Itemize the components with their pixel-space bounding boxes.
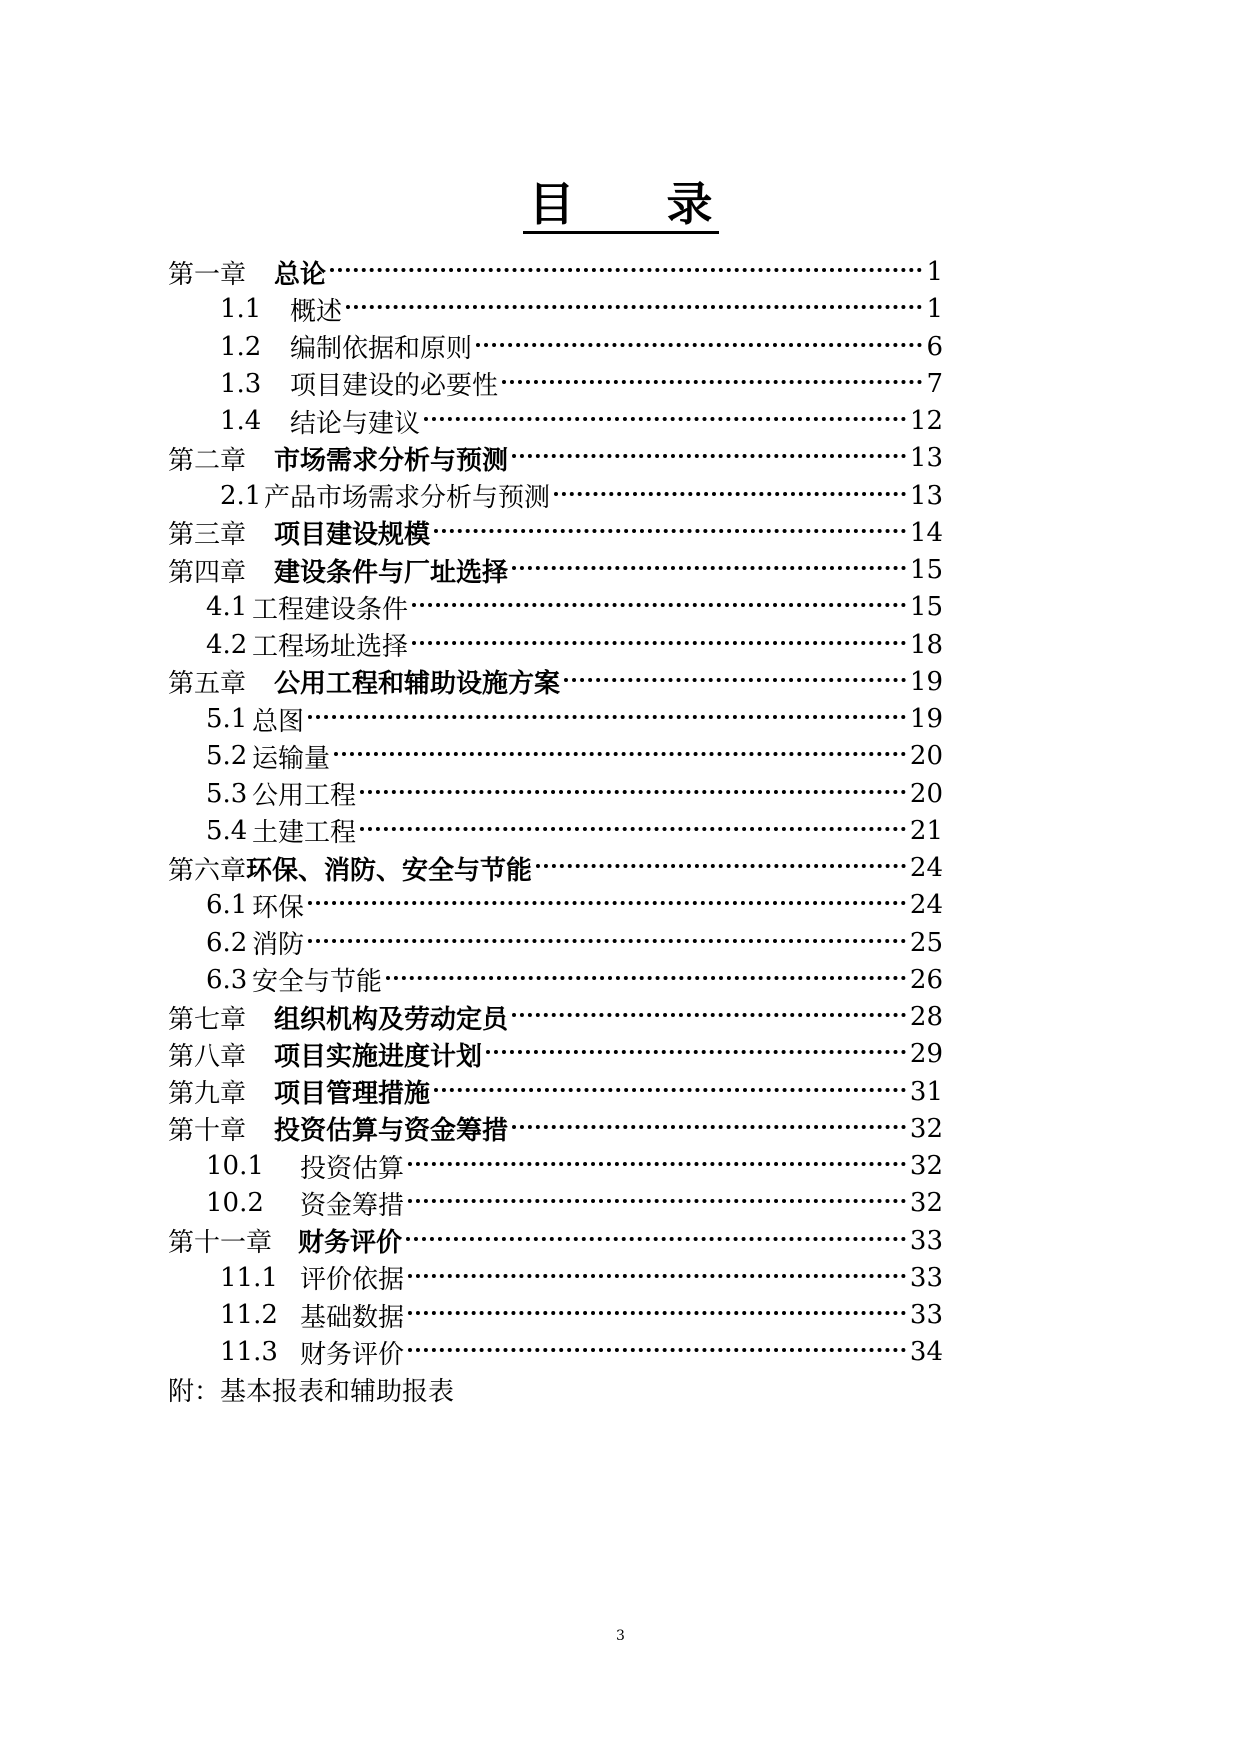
dot-leader xyxy=(408,1162,906,1166)
toc-entry-page: 24 xyxy=(909,853,943,883)
toc-entry xyxy=(206,885,943,925)
toc-entry-page: 12 xyxy=(909,406,943,436)
toc-entry xyxy=(168,1072,943,1112)
toc-entry-title: 基础数据 xyxy=(300,1302,405,1333)
dot-leader xyxy=(476,343,922,347)
appendix-text: 附：基本报表和辅助报表 xyxy=(168,1376,455,1407)
toc-entry-page: 29 xyxy=(909,1039,943,1070)
toc-title xyxy=(0,178,1241,234)
toc-entry-page: 20 xyxy=(909,778,943,809)
toc-entry-page: 15 xyxy=(909,555,943,585)
toc-entry-title: 运输量 xyxy=(252,743,331,774)
dot-leader xyxy=(408,1274,906,1278)
toc-entry-title: 财务评价 xyxy=(298,1228,403,1258)
toc-entry-title: 总图 xyxy=(252,706,305,737)
toc-entry-number: 第三章 xyxy=(168,520,247,551)
toc-entry-title: 建设条件与厂址选择 xyxy=(274,557,509,588)
toc-entry xyxy=(206,587,943,627)
dot-leader xyxy=(386,976,906,980)
dot-leader xyxy=(408,1199,906,1203)
toc-entry-page: 14 xyxy=(909,517,943,548)
toc-entry xyxy=(168,513,943,553)
toc-entry-page: 33 xyxy=(909,1262,943,1293)
dot-leader xyxy=(502,380,922,384)
toc-entry xyxy=(206,1183,943,1223)
toc-entry-number: 第七章 xyxy=(168,1004,247,1035)
toc-entry xyxy=(206,811,943,851)
toc-entry-page: 20 xyxy=(909,741,943,772)
toc-entry-page: 34 xyxy=(909,1337,943,1368)
toc-entry-number: 5.1 xyxy=(206,704,248,734)
dot-leader xyxy=(408,1311,906,1315)
toc-entry-number: 第五章 xyxy=(168,669,247,700)
dot-leader xyxy=(486,1050,906,1054)
dot-leader xyxy=(424,417,906,421)
toc-entry-number: 1.3 xyxy=(220,368,262,399)
toc-entry xyxy=(206,1146,943,1186)
toc-entry-number: 第九章 xyxy=(168,1079,247,1109)
dot-leader xyxy=(512,566,906,570)
toc-entry-page: 7 xyxy=(926,368,943,399)
toc-entry-page: 25 xyxy=(909,927,943,958)
dot-leader xyxy=(412,641,906,645)
toc-entry xyxy=(168,252,943,292)
toc-entry-number: 5.4 xyxy=(206,815,248,846)
toc-entry-title: 总论 xyxy=(274,259,327,290)
toc-entry-number: 1.2 xyxy=(220,331,262,362)
toc-entry-page: 18 xyxy=(909,629,943,660)
toc-entry-title: 工程场址选择 xyxy=(252,632,409,662)
toc-entry-title: 土建工程 xyxy=(252,818,357,849)
toc-entry xyxy=(206,625,943,665)
dot-leader xyxy=(554,492,906,496)
toc-entry-number: 6.2 xyxy=(206,927,248,958)
toc-entry-title: 消防 xyxy=(252,930,305,960)
toc-entry xyxy=(206,923,943,963)
toc-entry xyxy=(220,364,943,404)
toc-entry xyxy=(206,960,943,1000)
toc-entry-page: 31 xyxy=(909,1076,943,1107)
toc-entry-title: 环保、消防、安全与节能 xyxy=(246,855,533,886)
dot-leader xyxy=(330,268,922,272)
toc-entry-number: 第十章 xyxy=(168,1116,247,1147)
toc-entry xyxy=(168,1109,943,1149)
toc-entry-page: 32 xyxy=(909,1113,943,1144)
toc-entry-title: 投资估算与资金筹措 xyxy=(274,1116,509,1147)
toc-entry-page: 13 xyxy=(909,443,943,474)
toc-entry xyxy=(168,550,943,590)
dot-leader xyxy=(512,1125,906,1129)
toc-entry xyxy=(220,289,943,329)
toc-entry-title: 结论与建议 xyxy=(290,408,421,439)
toc-entry xyxy=(168,997,943,1037)
toc-entry-title: 资金筹措 xyxy=(300,1190,405,1221)
dot-leader xyxy=(434,529,906,533)
toc-entry xyxy=(220,1332,943,1372)
toc-entry-page: 33 xyxy=(909,1300,943,1330)
dot-leader xyxy=(308,939,906,943)
toc-entry-title: 评价依据 xyxy=(300,1265,405,1296)
toc-entry-title: 环保 xyxy=(252,892,305,923)
toc-entry xyxy=(220,1295,943,1335)
page-number: 3 xyxy=(616,1628,625,1644)
toc-entry-page: 19 xyxy=(909,666,943,697)
toc-entry-title: 公用工程和辅助设施方案 xyxy=(274,669,561,700)
dot-leader xyxy=(360,827,906,831)
toc-entry-page: 24 xyxy=(909,890,943,921)
toc-entry xyxy=(220,327,943,367)
dot-leader xyxy=(308,715,906,719)
toc-entry-number: 第一章 xyxy=(168,259,247,290)
toc-entry-number: 11.1 xyxy=(220,1262,278,1293)
appendix-line xyxy=(168,1369,454,1409)
toc-entry-title: 安全与节能 xyxy=(252,967,383,998)
toc-entry-page: 28 xyxy=(909,1002,943,1032)
toc-entry-page: 1 xyxy=(926,294,943,325)
dot-leader xyxy=(512,1013,906,1017)
dot-leader xyxy=(308,901,906,905)
toc-entry-page: 26 xyxy=(909,964,943,995)
toc-entry-title: 财务评价 xyxy=(300,1339,405,1370)
toc-entry-title: 产品市场需求分析与预测 xyxy=(264,483,551,513)
toc-entry-number: 4.1 xyxy=(206,592,248,623)
dot-leader xyxy=(360,790,906,794)
toc-entry-number: 2.1 xyxy=(220,480,262,511)
toc-entry xyxy=(220,401,943,441)
toc-entry-page: 21 xyxy=(909,815,943,846)
dot-leader xyxy=(512,454,906,458)
toc-entry-page: 19 xyxy=(909,704,943,734)
dot-leader xyxy=(334,752,906,756)
dot-leader xyxy=(412,603,906,607)
dot-leader xyxy=(346,305,922,309)
toc-entry-number: 11.2 xyxy=(220,1300,278,1330)
toc-entry-page: 6 xyxy=(926,331,943,362)
toc-entry-number: 第六章 xyxy=(168,855,247,886)
dot-leader xyxy=(406,1237,906,1241)
toc-entry-number: 1.4 xyxy=(220,406,262,436)
toc-entry xyxy=(220,1258,943,1298)
toc-entry-title: 项目管理措施 xyxy=(274,1079,431,1109)
toc-entry-title: 项目建设规模 xyxy=(274,520,431,551)
toc-entry-title: 项目实施进度计划 xyxy=(274,1041,483,1072)
toc-entry-number: 6.3 xyxy=(206,964,248,995)
toc-entry-number: 11.3 xyxy=(220,1337,278,1368)
toc-entry-title: 项目建设的必要性 xyxy=(290,371,499,402)
toc-entry xyxy=(168,662,943,702)
toc-entry-title: 工程建设条件 xyxy=(252,594,409,625)
toc-entry-page: 15 xyxy=(909,592,943,623)
toc-entry-number: 10.2 xyxy=(206,1188,264,1219)
toc-entry xyxy=(168,1034,943,1074)
dot-leader xyxy=(564,678,906,682)
toc-entry-number: 1.1 xyxy=(220,294,262,325)
toc-entry-page: 32 xyxy=(909,1188,943,1219)
toc-entry-page: 1 xyxy=(926,257,943,287)
toc-title-text: 目 录 xyxy=(523,178,719,234)
dot-leader xyxy=(434,1088,906,1092)
toc-entry-number: 第四章 xyxy=(168,557,247,588)
toc-entry-number: 第十一章 xyxy=(168,1228,273,1258)
toc-entry xyxy=(206,736,943,776)
toc-entry-number: 4.2 xyxy=(206,629,248,660)
toc-entry xyxy=(168,438,943,478)
toc-entry-page: 33 xyxy=(909,1225,943,1256)
toc-entry-number: 5.2 xyxy=(206,741,248,772)
toc-entry-number: 第二章 xyxy=(168,445,247,476)
toc-entry xyxy=(168,848,943,888)
toc-entry-title: 概述 xyxy=(290,296,343,327)
dot-leader xyxy=(408,1348,906,1352)
dot-leader xyxy=(536,864,906,868)
toc-entry-page: 13 xyxy=(909,480,943,511)
toc-entry-title: 公用工程 xyxy=(252,781,357,811)
toc-entry-title: 投资估算 xyxy=(300,1153,405,1184)
toc-entry xyxy=(206,774,943,814)
toc-entry xyxy=(206,699,943,739)
toc-entry-number: 6.1 xyxy=(206,890,248,921)
toc-entry-title: 编制依据和原则 xyxy=(290,334,473,364)
toc-entry-number: 5.3 xyxy=(206,778,248,809)
toc-entry xyxy=(168,1221,943,1261)
toc-entry-number: 10.1 xyxy=(206,1151,264,1181)
toc-entry-title: 组织机构及劳动定员 xyxy=(274,1004,509,1035)
toc-entry-page: 32 xyxy=(909,1151,943,1181)
toc-entry-number: 第八章 xyxy=(168,1041,247,1072)
toc-entry-title: 市场需求分析与预测 xyxy=(274,445,509,476)
toc-entry xyxy=(220,476,943,516)
